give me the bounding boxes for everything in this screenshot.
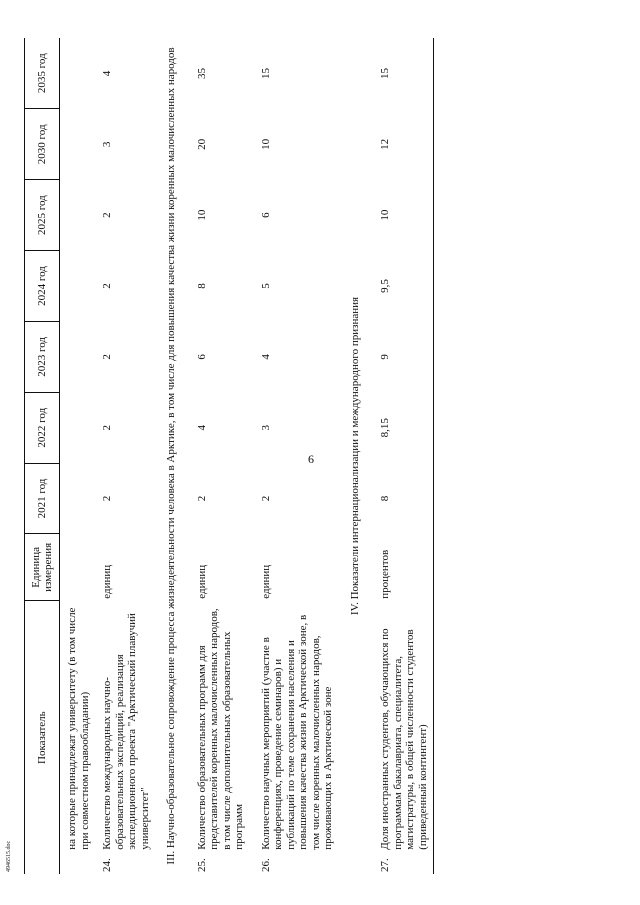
header-indicator: Показатель xyxy=(25,601,60,874)
value-cell: 35 xyxy=(195,67,208,79)
value-cell: 8,15 xyxy=(369,392,434,463)
indicator-name: Доля иностранных студентов, обучающихся по программам бакалавриата, специалитета, магистратуры, в общей численности студентов (приведенный контингент) xyxy=(369,601,434,854)
value-cell: 10 xyxy=(195,209,208,221)
value-cell: 15 xyxy=(369,38,434,109)
row-number: 26. xyxy=(259,858,272,872)
unit-cell: единиц xyxy=(195,564,208,599)
section-heading: IV. Показатели интернационализации и международного признания xyxy=(348,296,361,616)
value-cell: 5 xyxy=(259,283,272,289)
value-cell: 2 xyxy=(101,495,113,502)
value-cell: 2 xyxy=(101,212,113,218)
rotated-table-sheet xyxy=(18,32,581,880)
value-cell: 4 xyxy=(259,354,272,360)
header-year: 2023 год xyxy=(25,321,60,392)
continuation-text: на которые принадлежат университету (в том числе при совместном правообладании) xyxy=(66,607,91,850)
value-cell: 2 xyxy=(259,495,272,502)
section-heading: III. Научно-образовательное сопровождение процесса жизнедеятельности человека в Арктике, в том числе для повышения качества жизни коренных малочисленных народов xyxy=(165,47,177,865)
value-cell: 4 xyxy=(101,70,113,77)
value-cell: 8 xyxy=(369,463,434,534)
header-year: 2035 год xyxy=(25,38,60,109)
header-unit: Единица измерения xyxy=(25,534,60,601)
document-id: 4946515.doc xyxy=(6,840,12,872)
value-cell: 2 xyxy=(101,283,113,289)
value-cell: 3 xyxy=(101,141,113,148)
row-number: 24. xyxy=(101,858,113,872)
value-cell: 6 xyxy=(259,212,272,218)
row-number: 25. xyxy=(195,858,208,872)
value-cell: 2 xyxy=(101,424,113,431)
table-row xyxy=(186,38,250,874)
value-cell: 6 xyxy=(195,354,208,360)
section-heading-row xyxy=(155,38,186,874)
table-row xyxy=(91,38,155,874)
unit-cell: процентов xyxy=(369,534,434,601)
indicator-name: Количество международных научно-образовательных экспедиций, реализация экспедиционного проекта "Арктический плавучий университет" xyxy=(101,613,151,850)
value-cell: 10 xyxy=(259,138,272,150)
value-cell: 12 xyxy=(369,109,434,180)
value-cell: 15 xyxy=(259,67,272,79)
header-year: 2022 год xyxy=(25,392,60,463)
unit-cell: единиц xyxy=(259,564,272,599)
header-year: 2030 год xyxy=(25,109,60,180)
header-year: 2024 год xyxy=(25,251,60,322)
value-cell: 2 xyxy=(195,495,208,502)
page-number: 6 xyxy=(308,452,314,466)
indicator-name: Количество образовательных программ для представителей коренных малочисленных народов, в том числе дополнительных образовательных программ xyxy=(195,608,245,850)
table-row xyxy=(250,38,339,874)
table-row xyxy=(369,38,434,874)
indicators-table xyxy=(24,38,434,874)
header-year: 2025 год xyxy=(25,180,60,251)
value-cell: 10 xyxy=(369,180,434,251)
unit-cell: единиц xyxy=(101,564,113,599)
value-cell: 20 xyxy=(195,138,208,150)
value-cell: 2 xyxy=(101,354,113,360)
value-cell: 8 xyxy=(195,283,208,289)
value-cell: 3 xyxy=(259,424,272,431)
indicator-name: Количество научных мероприятий (участие в конференциях, проведение семинаров) и публикаций по теме сохранения населения и повышения качества жизни в Арктической зоне, в том числе коренных малочисленных народов, проживающих в Арктической зоне xyxy=(259,614,334,850)
table-row xyxy=(60,38,92,874)
value-cell: 9 xyxy=(369,321,434,392)
header-row xyxy=(25,38,60,874)
value-cell: 4 xyxy=(195,424,208,431)
section-heading-row xyxy=(339,38,370,874)
header-year: 2021 год xyxy=(25,463,60,534)
value-cell: 9,5 xyxy=(369,251,434,322)
row-number: 27. xyxy=(369,854,434,874)
